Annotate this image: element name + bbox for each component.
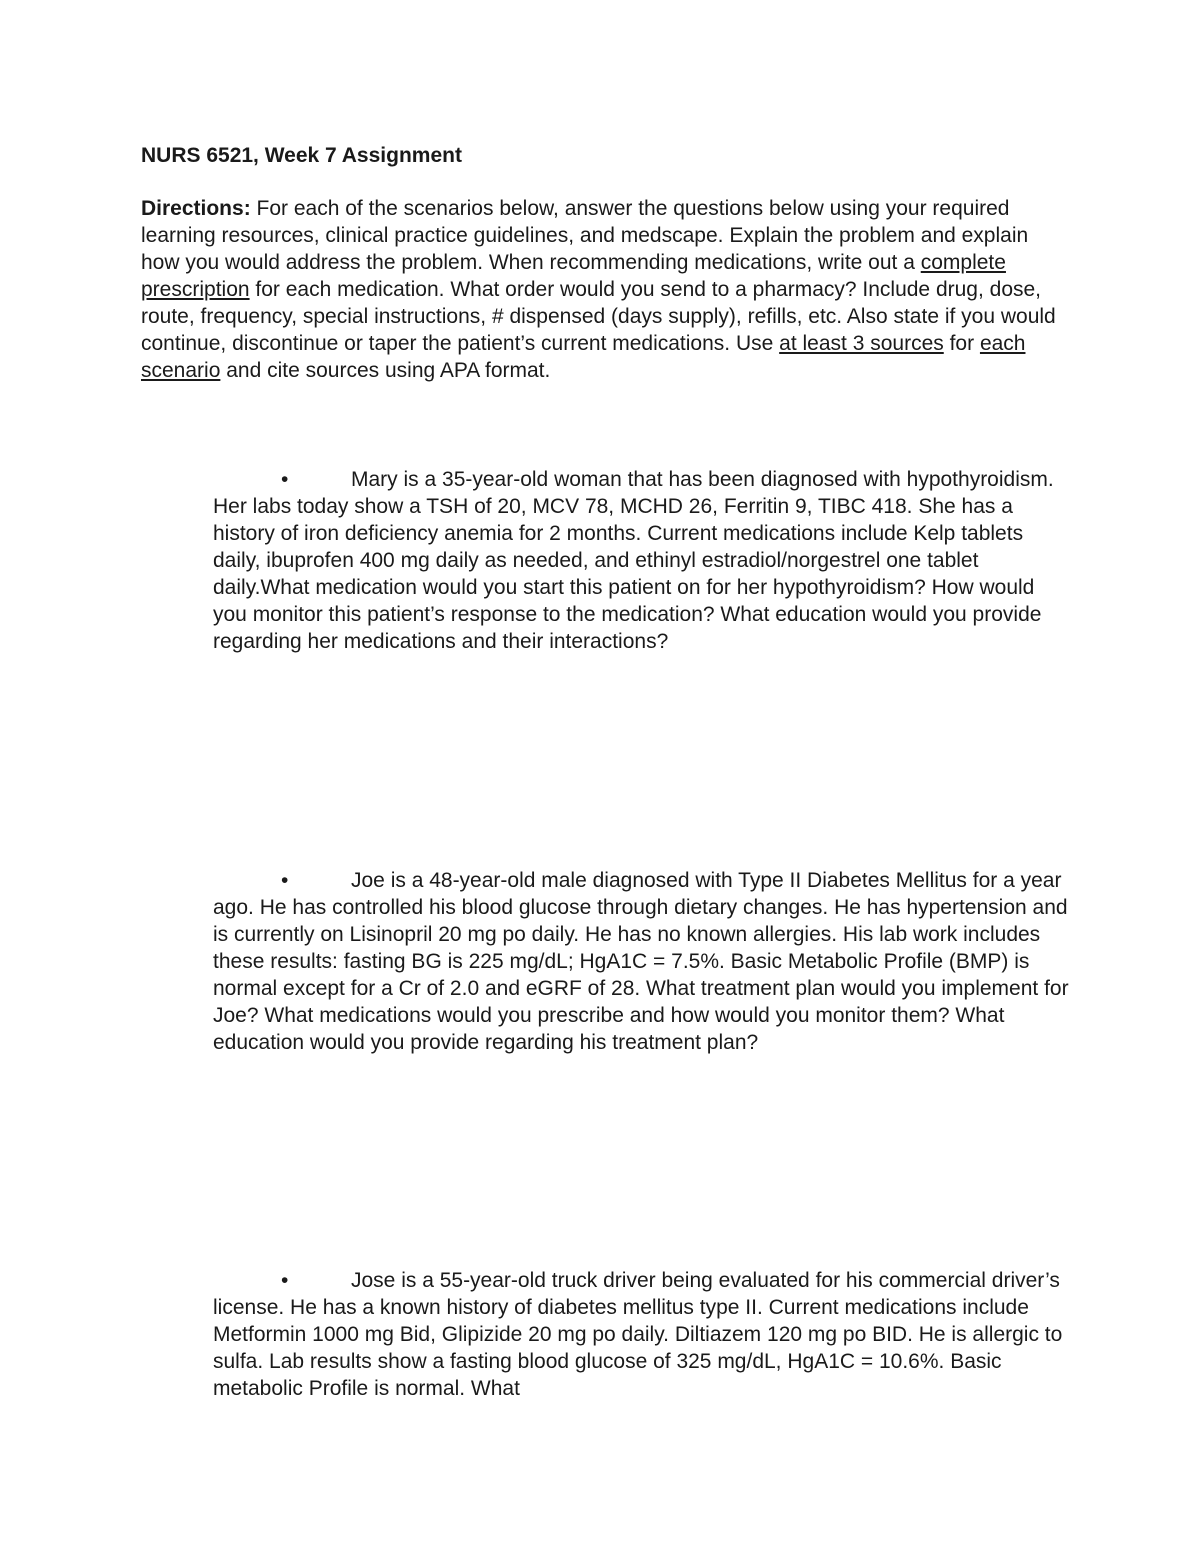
directions-text-4: and cite sources using APA format. [220,359,551,382]
scenario-mary: • Mary is a 35-year-old woman that has been diagnosed with hypothyroidism. Her labs today show a TSH of 20, MCV 78, MCHD 26, Ferritin 9, TIBC 418. She has a history of iron deficiency anemia for 2 months. Current medications include Kelp tablets daily, ibuprofen 400 mg daily as needed, and ethinyl estradiol/norgestrel one tablet daily.What medication would you start this patient on for her hypothyroidism? How would you monitor this patient’s response to the medication? What education would you provide regarding her medications and their interactions? [213,468,1054,653]
scenario-text: Jose is a 55-year-old truck driver being evaluated for his commercial driver’s license. He has a known history of diabetes mellitus type II. Current medications include Metformin 1000 mg Bid, Glipizide 20 mg po daily. Diltiazem 120 mg po BID. He is allergic to sulfa. Lab results show a fasting blood glucose of 325 mg/dL, HgA1C = 10.6%. Basic metabolic Profile is normal. What [213,1269,1063,1400]
directions-underline-each-scenario: each scenario [141,332,1026,382]
directions-paragraph [141,195,1071,384]
directions-text-2: for each medication. What order would you send to a pharmacy? Include drug, dose, route, frequency, special instructions, # dispensed (days supply), refills, etc. Also state if you would continue, discontinue or taper the patient’s current medications. Use [141,278,1056,355]
directions-text-3: for [943,332,980,355]
directions-label: Directions: [141,197,251,220]
scenario-jose: • Jose is a 55-year-old truck driver being evaluated for his commercial driver’s license. He has a known history of diabetes mellitus type II. Current medications include Metformin 1000 mg Bid, Glipizide 20 mg po daily. Diltiazem 120 mg po BID. He is allergic to sulfa. Lab results show a fasting blood glucose of 325 mg/dL, HgA1C = 10.6%. Basic metabolic Profile is normal. What [213,1269,1063,1400]
directions-underline-sources: at least 3 sources [779,332,944,355]
scenario-text: Mary is a 35-year-old woman that has been diagnosed with hypothyroidism. Her labs today show a TSH of 20, MCV 78, MCHD 26, Ferritin 9, TIBC 418. She has a history of iron deficiency anemia for 2 months. Current medications include Kelp tablets daily, ibuprofen 400 mg daily as needed, and ethinyl estradiol/norgestrel one tablet daily.What medication would you start this patient on for her hypothyroidism? How would you monitor this patient’s response to the medication? What education would you provide regarding her medications and their interactions? [213,468,1054,653]
directions-underline-complete-prescription: complete prescription [141,251,1006,301]
scenario-text: Joe is a 48-year-old male diagnosed with Type II Diabetes Mellitus for a year ago. He has controlled his blood glucose through dietary changes. He has hypertension and is currently on Lisinopril 20 mg po daily. He has no known allergies. His lab work includes these results: fasting BG is 225 mg/dL; HgA1C = 7.5%. Basic Metabolic Profile (BMP) is normal except for a Cr of 2.0 and eGRF of 28. What treatment plan would you implement for Joe? What medications would you prescribe and how would you monitor them? What education would you provide regarding his treatment plan? [213,869,1069,1054]
directions-text-1: For each of the scenarios below, answer the questions below using your required learning resources, clinical practice guidelines, and medscape. Explain the problem and explain how you would address the problem. When recommending medications, write out a [141,197,1029,274]
scenario-joe: • Joe is a 48-year-old male diagnosed with Type II Diabetes Mellitus for a year ago. He has controlled his blood glucose through dietary changes. He has hypertension and is currently on Lisinopril 20 mg po daily. He has no known allergies. His lab work includes these results: fasting BG is 225 mg/dL; HgA1C = 7.5%. Basic Metabolic Profile (BMP) is normal except for a Cr of 2.0 and eGRF of 28. What treatment plan would you implement for Joe? What medications would you prescribe and how would you monitor them? What education would you provide regarding his treatment plan? [213,869,1069,1054]
document-title: NURS 6521, Week 7 Assignment [141,144,462,167]
